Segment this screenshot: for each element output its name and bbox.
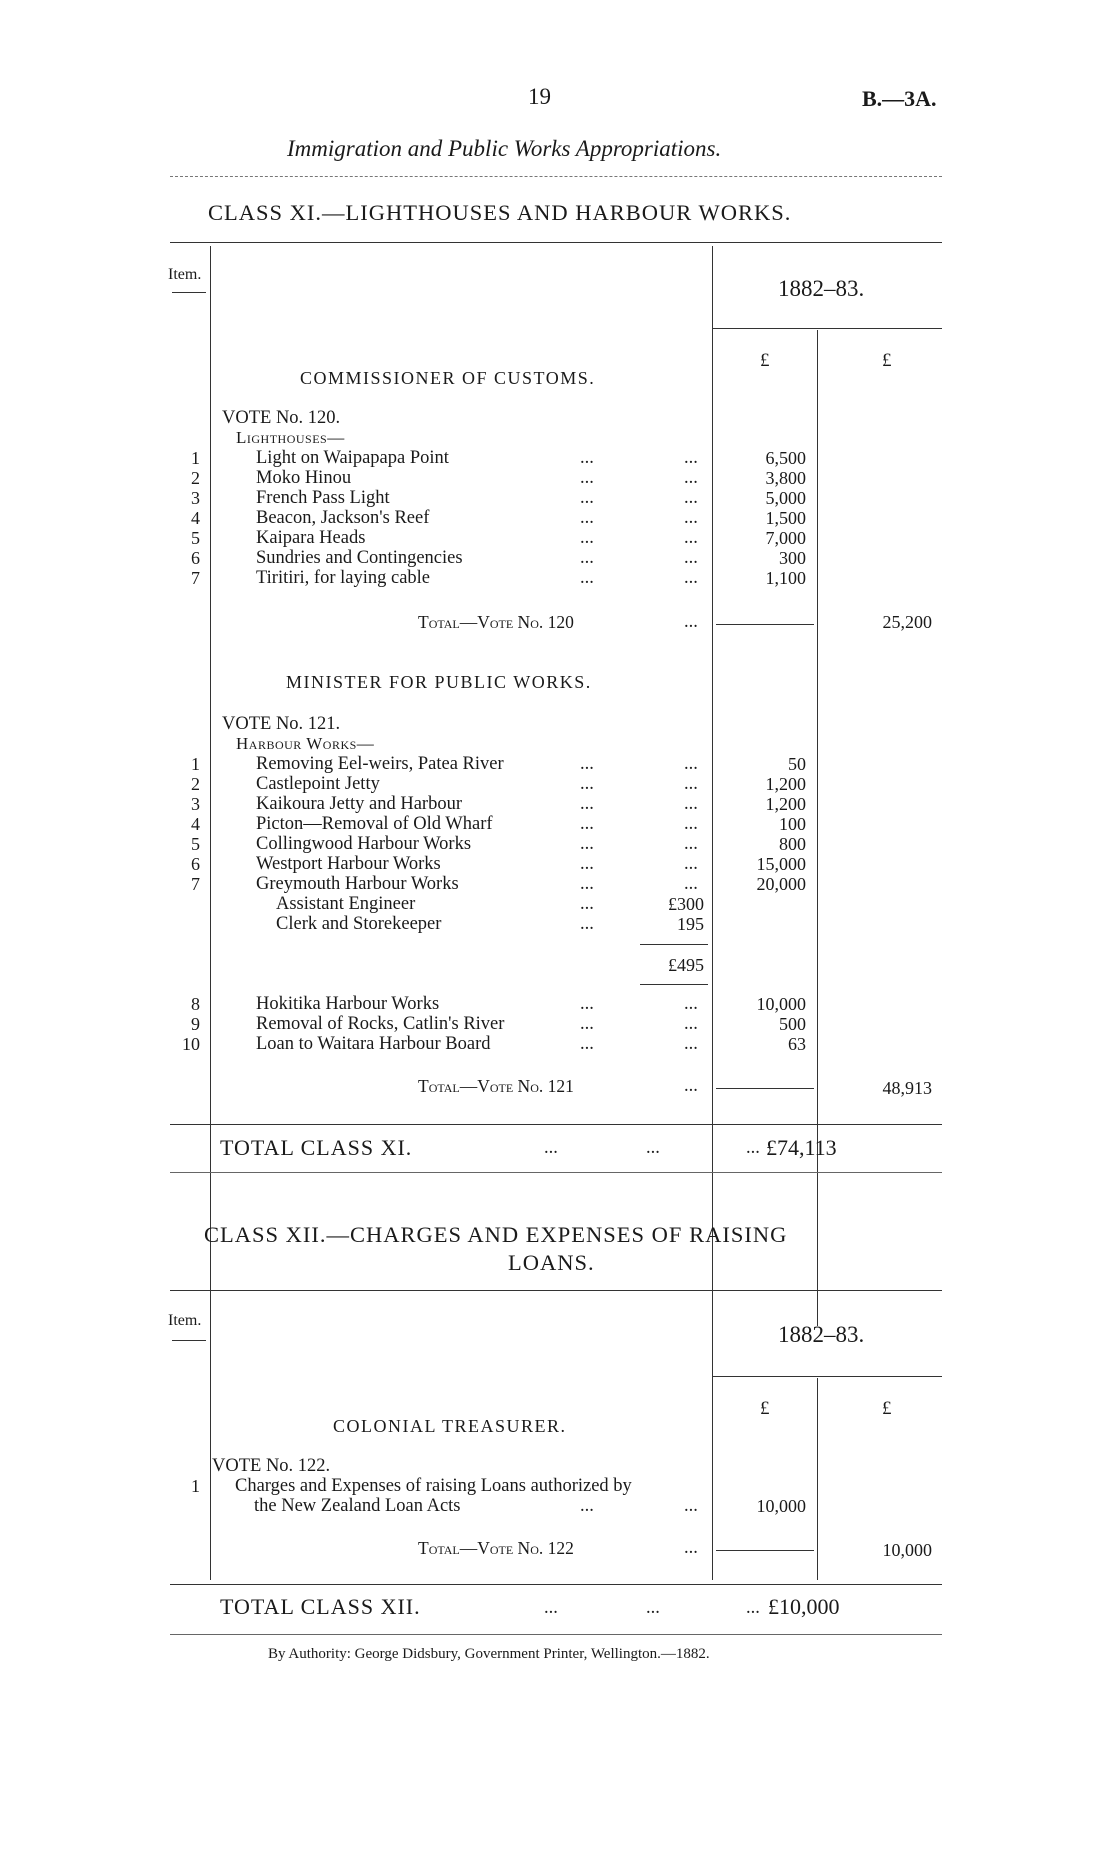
sub-total-rule-bottom [640,984,708,985]
class-xii-item-heading-rule [172,1340,206,1341]
vote-122-total-label: Total—Vote No. 122 [418,1538,574,1558]
leader-dots: ... [684,754,698,774]
item-number: 6 [191,548,200,568]
item-amount: 300 [779,548,806,568]
class-xi-pound-col1: £ [760,350,770,371]
leader-dots: ... [684,468,698,488]
item-description: Loan to Waitara Harbour Board [256,1034,491,1054]
department-colonial-treasurer: COLONIAL TREASURER. [333,1416,567,1436]
leader-dots: ... [684,994,698,1014]
item-description: Removal of Rocks, Catlin's River [256,1014,505,1034]
leader-dots: ... [684,548,698,568]
item-amount: 1,200 [765,774,806,794]
leader-dots: ... [580,568,594,588]
item-amount: 50 [788,754,806,774]
item-amount: 1,200 [765,794,806,814]
item-description: Westport Harbour Works [256,854,441,874]
item-amount: 3,800 [765,468,806,488]
sub-item-description: Assistant Engineer [276,894,416,914]
sub-item-amount: 195 [677,914,704,934]
class-xi-end-rule [170,1172,942,1173]
leader-dots: ... [684,834,698,854]
leader-dots: ... [580,1496,594,1516]
class-xi-total-label: TOTAL CLASS XI. [220,1135,413,1160]
item-amount: 15,000 [756,854,806,874]
vote-121-total-rule [716,1088,814,1089]
leader-dots: ... [580,508,594,528]
item-number: 5 [191,528,200,548]
class-xii-table-bottom-rule [170,1584,942,1585]
document-reference: B.—3A. [862,86,937,111]
class-xii-year-rule [712,1376,942,1377]
leader-dots: ... [746,1138,760,1158]
item-description: Kaipara Heads [256,528,366,548]
leader-dots: ... [746,1598,760,1618]
leader-dots: ... [544,1598,558,1618]
page-number: 19 [528,84,551,109]
item-description: Removing Eel-weirs, Patea River [256,754,504,774]
vote-120-total: 25,200 [882,612,932,632]
leader-dots: ... [580,914,594,934]
item-number: 1 [191,448,200,468]
vote-122-amount: 10,000 [756,1496,806,1516]
header-rule [170,176,942,177]
item-number: 1 [191,1476,200,1496]
leader-dots: ... [684,488,698,508]
class-xii-total-col-divider [817,1378,818,1580]
item-amount: 100 [779,814,806,834]
printer-imprint: By Authority: George Didsbury, Government Printer, Wellington.—1882. [268,1646,710,1662]
class-xii-title-line1: CLASS XII.—CHARGES AND EXPENSES OF RAISING [204,1222,788,1247]
sub-total: £495 [668,955,704,975]
item-amount: 800 [779,834,806,854]
leader-dots: ... [580,814,594,834]
item-description: Greymouth Harbour Works [256,874,459,894]
item-description: Sundries and Contingencies [256,548,463,568]
class-xii-total: £10,000 [768,1594,840,1619]
item-amount: 1,500 [765,508,806,528]
leader-dots: ... [684,874,698,894]
vote-122-description-line2: the New Zealand Loan Acts [254,1496,461,1516]
leader-dots: ... [580,448,594,468]
leader-dots: ... [684,854,698,874]
class-xi-year-heading: 1882–83. [778,276,865,301]
class-xi-total-col-divider [817,330,818,1326]
class-xi-total: £74,113 [766,1135,837,1160]
item-description: Picton—Removal of Old Wharf [256,814,493,834]
leader-dots: ... [684,568,698,588]
item-description: Beacon, Jackson's Reef [256,508,430,528]
class-xi-item-heading-rule [172,292,206,293]
page-subtitle: Immigration and Public Works Appropriations. [287,136,722,161]
vote-121-heading: Harbour Works— [236,734,375,753]
item-description: French Pass Light [256,488,390,508]
leader-dots: ... [580,1034,594,1054]
class-xi-year-rule [712,328,942,329]
item-amount: 6,500 [765,448,806,468]
class-xii-item-col-divider [210,1294,211,1580]
vote-122-description-line1: Charges and Expenses of raising Loans authorized by [235,1476,632,1496]
class-xii-year-heading: 1882–83. [778,1322,865,1347]
vote-120-heading: Lighthouses— [236,428,345,447]
leader-dots: ... [580,794,594,814]
leader-dots: ... [684,528,698,548]
item-number: 2 [191,468,200,488]
leader-dots: ... [684,612,698,632]
leader-dots: ... [684,774,698,794]
item-number: 1 [191,754,200,774]
vote-122-total-rule [716,1550,814,1551]
item-description: Tiritiri, for laying cable [256,568,431,588]
item-number: 5 [191,834,200,854]
item-number: 3 [191,794,200,814]
leader-dots: ... [684,814,698,834]
item-number: 7 [191,874,200,894]
leader-dots: ... [580,854,594,874]
item-amount: 1,100 [765,568,806,588]
class-xi-item-col-divider [210,246,211,1326]
class-xi-pound-col2: £ [882,350,892,371]
leader-dots: ... [580,548,594,568]
item-number: 6 [191,854,200,874]
leader-dots: ... [580,774,594,794]
leader-dots: ... [544,1138,558,1158]
leader-dots: ... [580,994,594,1014]
class-xi-item-heading: Item. [168,266,202,283]
item-amount: 20,000 [756,874,806,894]
leader-dots: ... [580,894,594,914]
leader-dots: ... [580,488,594,508]
item-description: Castlepoint Jetty [256,774,380,794]
leader-dots: ... [684,1034,698,1054]
leader-dots: ... [684,1496,698,1516]
item-amount: 63 [788,1034,806,1054]
vote-121-label: VOTE No. 121. [222,714,341,734]
leader-dots: ... [684,1538,698,1558]
leader-dots: ... [580,468,594,488]
item-number: 7 [191,568,200,588]
leader-dots: ... [684,508,698,528]
vote-121-total-label: Total—Vote No. 121 [418,1076,574,1096]
class-xii-end-rule [170,1634,942,1635]
item-description: Light on Waipapapa Point [256,448,449,468]
class-xi-table-bottom-rule [170,1124,942,1125]
sub-total-rule-top [640,944,708,945]
class-xii-pound-col1: £ [760,1398,770,1419]
class-xii-total-label: TOTAL CLASS XII. [220,1594,421,1619]
leader-dots: ... [580,1014,594,1034]
vote-120-total-label: Total—Vote No. 120 [418,612,574,632]
class-xii-title-line2: LOANS. [508,1250,595,1275]
class-xii-table-top-rule [170,1290,942,1291]
item-number: 10 [182,1034,200,1054]
item-amount: 10,000 [756,994,806,1014]
item-amount: 500 [779,1014,806,1034]
class-xi-title: CLASS XI.—LIGHTHOUSES AND HARBOUR WORKS. [208,200,792,225]
item-number: 4 [191,508,200,528]
leader-dots: ... [684,794,698,814]
class-xii-amount-col-divider [712,1294,713,1580]
leader-dots: ... [684,1014,698,1034]
item-description: Moko Hinou [256,468,352,488]
item-amount: 5,000 [765,488,806,508]
item-number: 2 [191,774,200,794]
department-minister-for-public-works: MINISTER FOR PUBLIC WORKS. [286,672,592,692]
vote-121-total: 48,913 [882,1078,932,1098]
item-description: Kaikoura Jetty and Harbour [256,794,463,814]
vote-122-total: 10,000 [882,1540,932,1560]
leader-dots: ... [580,874,594,894]
item-number: 9 [191,1014,200,1034]
sub-item-description: Clerk and Storekeeper [276,914,442,934]
item-description: Collingwood Harbour Works [256,834,472,854]
leader-dots: ... [580,754,594,774]
class-xii-item-heading: Item. [168,1312,202,1329]
class-xii-pound-col2: £ [882,1398,892,1419]
leader-dots: ... [646,1598,660,1618]
sub-item-amount: £300 [668,894,704,914]
class-xi-table-top-rule [170,242,942,243]
item-amount: 7,000 [765,528,806,548]
leader-dots: ... [684,1076,698,1096]
item-number: 3 [191,488,200,508]
item-number: 8 [191,994,200,1014]
leader-dots: ... [684,448,698,468]
leader-dots: ... [580,834,594,854]
leader-dots: ... [646,1138,660,1158]
item-description: Hokitika Harbour Works [256,994,440,1014]
department-commissioner-of-customs: COMMISSIONER OF CUSTOMS. [300,368,596,388]
vote-120-label: VOTE No. 120. [222,408,341,428]
item-number: 4 [191,814,200,834]
vote-122-label: VOTE No. 122. [212,1456,331,1476]
vote-120-total-rule [716,624,814,625]
leader-dots: ... [580,528,594,548]
